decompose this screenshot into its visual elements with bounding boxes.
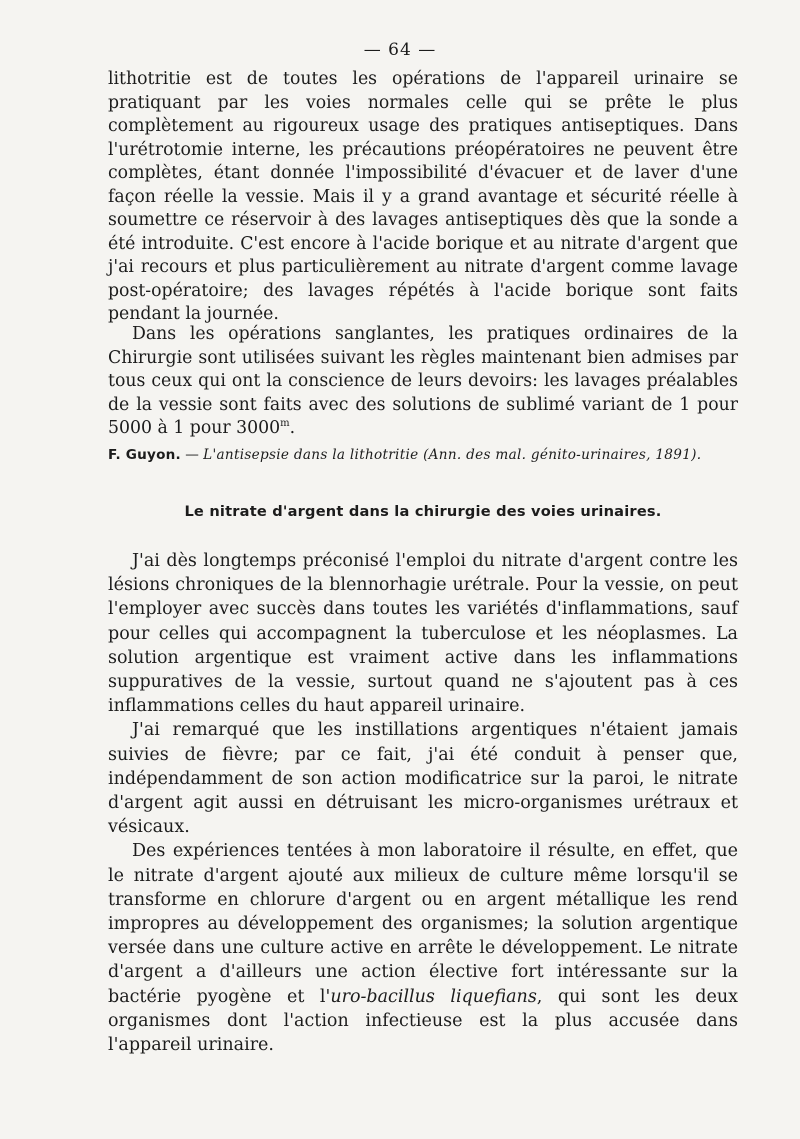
surgical-operations-paragraph-block	[108, 323, 738, 441]
bibliographic-citation	[108, 445, 738, 465]
surgical-operations-paragraph	[108, 323, 738, 441]
citation-work: L'antisepsie dans la lithotritie (Ann. des mal. génito-urinaires, 1891).	[203, 447, 702, 463]
superscript-m: m	[280, 418, 290, 430]
nitrate-section-body	[108, 549, 738, 1057]
uro-bacillus-term: uro-bacillus liquefians	[330, 986, 537, 1007]
nitrate-paragraph-3-end: , qui sont les deux organismes dont l'action infectieuse est la plus accusée dans l'appareil urinaire.	[108, 986, 738, 1056]
section-heading: Le nitrate d'argent dans la chirurgie des voies urinaires.	[184, 503, 662, 520]
nitrate-paragraph-1: J'ai dès longtemps préconisé l'emploi du nitrate d'argent contre les lésions chroniques de la blennorhagie urétrale. Pour la vessie, on peut l'employer avec succès dans toutes les variétés d'inflammations, sauf pour celles qui accompagnent la tuberculose et les néoplasmes. La solution argentique est vraiment active dans les inflammations suppuratives de la vessie, surtout quand ne s'ajoutent pas à ces inflammations celles du haut appareil urinaire.	[108, 551, 738, 717]
opening-paragraph-block	[108, 68, 738, 327]
page-number: — 64 —	[363, 40, 437, 60]
citation-dash: —	[180, 447, 204, 463]
surgical-operations-text: Dans les opérations sanglantes, les pratiques ordinaires de la Chirurgie sont utilisées suivant les règles maintenant bien admises par tous ceux qui ont la conscience de leurs devoirs: les lavages préalables de la vessie sont faits avec des solutions de sublimé variant de 1 pour 5000 à 1 pour 3000	[108, 324, 738, 438]
lithotritie-paragraph: lithotritie est de toutes les opérations de l'appareil urinaire se pratiquant par les voies normales celle qui se prête le plus complètement au rigoureux usage des pratiques antiseptiques. Dans l'urétrotomie interne, les précautions préopératoires ne peuvent être complètes, étant donnée l'impossibilité d'évacuer et de laver d'une façon réelle la vessie. Mais il y a grand avantage et sécurité réelle à soumettre ce réservoir à des lavages antiseptiques dès que la sonde a été introduite. C'est encore à l'acide borique et au nitrate d'argent que j'ai recours et plus particulièrement au nitrate d'argent comme lavage post-opératoire; des lavages répétés à l'acide borique sont faits pendant la journée.	[108, 69, 738, 324]
nitrate-paragraph-2: J'ai remarqué que les instillations argentiques n'étaient jamais suivies de fièvre; par ce fait, j'ai été conduit à penser que, indépendamment de son action modificatrice sur la paroi, le nitrate d'argent agit aussi en détruisant les micro-organismes urétraux et vésicaux.	[108, 720, 738, 838]
surgical-operations-end: .	[289, 418, 296, 438]
nitrate-paragraph-3-start: Des expériences tentées à mon laboratoire il résulte, en effet, que le nitrate d'argent ajouté aux milieux de culture même lorsqu'il se transforme en chlorure d'argent ou en argent métallique les rend impropres au développement des organismes; la solution argentique versée dans une culture active en arrête le développement. Le nitrate d'argent a d'ailleurs une action élective fort intéressante sur la bactérie pyogène et l'	[108, 841, 738, 1007]
nitrate-paragraph-3	[108, 839, 738, 1057]
citation-author: F. Guyon.	[108, 447, 181, 463]
